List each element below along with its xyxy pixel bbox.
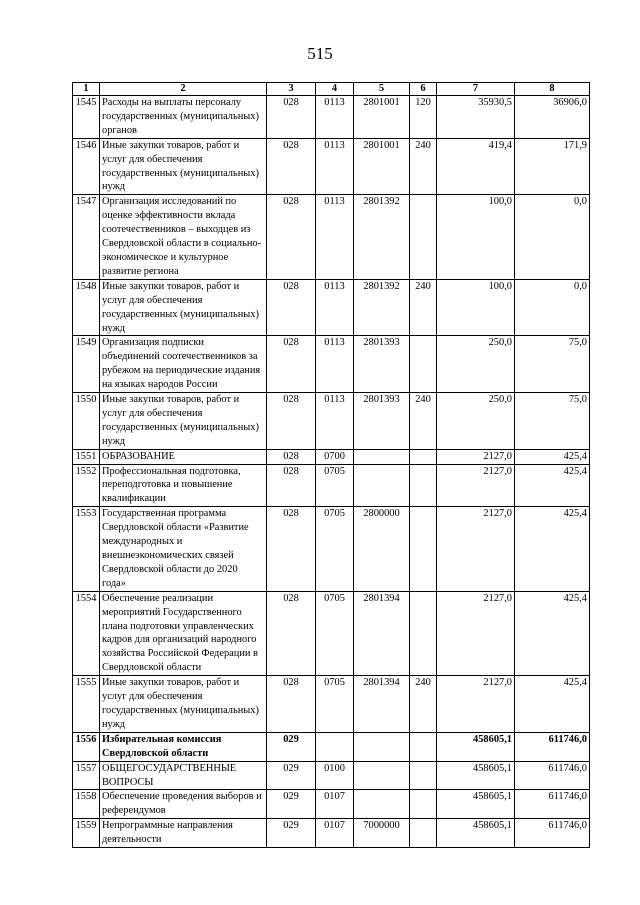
row-ved-code: 028 <box>267 138 316 195</box>
header-cell: 6 <box>410 83 437 96</box>
table-row <box>73 732 590 761</box>
row-name: Обеспечение проведения выборов и референдумов <box>100 790 267 819</box>
row-target-code: 2801393 <box>354 393 410 450</box>
row-name: Обеспечение реализации мероприятий Государственного плана подготовки управленческих кадров для организаций народного хозяйства Российской Федерации в Свердловской области <box>100 591 267 675</box>
row-name: Расходы на выплаты персоналу государственных (муниципальных) органов <box>100 96 267 139</box>
row-name: ОБЩЕГОСУДАРСТВЕННЫЕ ВОПРОСЫ <box>100 761 267 790</box>
row-expense-type: 120 <box>410 96 437 139</box>
row-target-code: 2801394 <box>354 676 410 733</box>
row-section-code: 0705 <box>316 507 354 591</box>
row-expense-type <box>410 790 437 819</box>
row-section-code <box>316 732 354 761</box>
budget-table <box>72 82 590 848</box>
header-cell: 7 <box>437 83 515 96</box>
row-amount-year1: 2127,0 <box>437 591 515 675</box>
row-section-code: 0113 <box>316 138 354 195</box>
row-amount-year1: 250,0 <box>437 393 515 450</box>
row-name: ОБРАЗОВАНИЕ <box>100 449 267 464</box>
row-amount-year2: 425,4 <box>515 507 590 591</box>
row-expense-type: 240 <box>410 676 437 733</box>
row-target-code: 2801392 <box>354 279 410 336</box>
table-body <box>73 96 590 848</box>
row-amount-year1: 458605,1 <box>437 819 515 848</box>
table-row <box>73 464 590 507</box>
row-section-code: 0113 <box>316 279 354 336</box>
row-amount-year1: 458605,1 <box>437 732 515 761</box>
table-row <box>73 195 590 279</box>
row-target-code: 2801394 <box>354 591 410 675</box>
row-ved-code: 028 <box>267 676 316 733</box>
header-cell: 3 <box>267 83 316 96</box>
row-section-code: 0113 <box>316 336 354 393</box>
row-number: 1557 <box>73 761 100 790</box>
row-ved-code: 029 <box>267 732 316 761</box>
row-amount-year1: 250,0 <box>437 336 515 393</box>
row-name: Организация исследований по оценке эффективности вклада соотечественников – выходцев из Свердловской области в социально-экономическое и культурное развитие региона <box>100 195 267 279</box>
row-amount-year2: 611746,0 <box>515 761 590 790</box>
row-amount-year2: 611746,0 <box>515 819 590 848</box>
row-number: 1558 <box>73 790 100 819</box>
row-section-code: 0705 <box>316 464 354 507</box>
row-target-code <box>354 449 410 464</box>
header-cell: 4 <box>316 83 354 96</box>
table-header-row <box>73 83 590 96</box>
row-number: 1546 <box>73 138 100 195</box>
table-row <box>73 138 590 195</box>
table-row <box>73 507 590 591</box>
row-expense-type <box>410 819 437 848</box>
row-ved-code: 028 <box>267 507 316 591</box>
row-target-code <box>354 732 410 761</box>
table-row <box>73 591 590 675</box>
row-name: Иные закупки товаров, работ и услуг для обеспечения государственных (муниципальных) нужд <box>100 279 267 336</box>
table-row <box>73 279 590 336</box>
row-amount-year1: 2127,0 <box>437 676 515 733</box>
row-target-code <box>354 761 410 790</box>
row-amount-year2: 36906,0 <box>515 96 590 139</box>
row-section-code: 0107 <box>316 819 354 848</box>
row-number: 1556 <box>73 732 100 761</box>
row-expense-type: 240 <box>410 279 437 336</box>
row-ved-code: 028 <box>267 464 316 507</box>
row-amount-year2: 425,4 <box>515 449 590 464</box>
row-section-code: 0113 <box>316 195 354 279</box>
row-ved-code: 028 <box>267 393 316 450</box>
row-name: Государственная программа Свердловской области «Развитие международных и внешнеэкономических связей Свердловской области до 2020 года» <box>100 507 267 591</box>
row-target-code <box>354 464 410 507</box>
row-number: 1554 <box>73 591 100 675</box>
row-amount-year1: 100,0 <box>437 195 515 279</box>
table-row <box>73 676 590 733</box>
row-number: 1545 <box>73 96 100 139</box>
row-ved-code: 028 <box>267 279 316 336</box>
row-section-code: 0705 <box>316 591 354 675</box>
table-row <box>73 790 590 819</box>
row-target-code: 2801001 <box>354 96 410 139</box>
table-row <box>73 819 590 848</box>
row-amount-year1: 2127,0 <box>437 464 515 507</box>
row-amount-year1: 458605,1 <box>437 790 515 819</box>
header-cell: 8 <box>515 83 590 96</box>
row-number: 1550 <box>73 393 100 450</box>
row-name: Иные закупки товаров, работ и услуг для обеспечения государственных (муниципальных) нужд <box>100 138 267 195</box>
row-ved-code: 029 <box>267 790 316 819</box>
row-target-code: 7000000 <box>354 819 410 848</box>
row-expense-type <box>410 336 437 393</box>
row-target-code <box>354 790 410 819</box>
row-number: 1552 <box>73 464 100 507</box>
row-ved-code: 029 <box>267 761 316 790</box>
row-number: 1551 <box>73 449 100 464</box>
row-amount-year1: 458605,1 <box>437 761 515 790</box>
page-number: 515 <box>307 44 333 63</box>
header-cell: 1 <box>73 83 100 96</box>
row-amount-year2: 611746,0 <box>515 732 590 761</box>
row-ved-code: 028 <box>267 591 316 675</box>
row-amount-year2: 75,0 <box>515 336 590 393</box>
table-row <box>73 96 590 139</box>
row-ved-code: 028 <box>267 195 316 279</box>
row-expense-type <box>410 195 437 279</box>
row-expense-type <box>410 761 437 790</box>
row-amount-year2: 171,9 <box>515 138 590 195</box>
row-amount-year2: 611746,0 <box>515 790 590 819</box>
table-row <box>73 449 590 464</box>
row-number: 1549 <box>73 336 100 393</box>
row-target-code: 2800000 <box>354 507 410 591</box>
row-amount-year2: 425,4 <box>515 676 590 733</box>
row-section-code: 0107 <box>316 790 354 819</box>
row-name: Иные закупки товаров, работ и услуг для обеспечения государственных (муниципальных) нужд <box>100 676 267 733</box>
row-target-code: 2801392 <box>354 195 410 279</box>
row-name: Иные закупки товаров, работ и услуг для обеспечения государственных (муниципальных) нужд <box>100 393 267 450</box>
header-cell: 2 <box>100 83 267 96</box>
row-ved-code: 028 <box>267 449 316 464</box>
row-name: Непрограммные направления деятельности <box>100 819 267 848</box>
row-expense-type: 240 <box>410 138 437 195</box>
row-target-code: 2801001 <box>354 138 410 195</box>
row-ved-code: 028 <box>267 336 316 393</box>
row-amount-year1: 2127,0 <box>437 507 515 591</box>
row-target-code: 2801393 <box>354 336 410 393</box>
row-expense-type <box>410 464 437 507</box>
row-expense-type <box>410 449 437 464</box>
row-expense-type: 240 <box>410 393 437 450</box>
row-expense-type <box>410 591 437 675</box>
row-amount-year2: 0,0 <box>515 279 590 336</box>
row-amount-year1: 2127,0 <box>437 449 515 464</box>
row-amount-year2: 0,0 <box>515 195 590 279</box>
row-section-code: 0700 <box>316 449 354 464</box>
row-name: Организация подписки объединений соотечественников за рубежом на периодические издания на языках народов России <box>100 336 267 393</box>
row-ved-code: 029 <box>267 819 316 848</box>
row-amount-year2: 75,0 <box>515 393 590 450</box>
row-number: 1553 <box>73 507 100 591</box>
row-amount-year1: 419,4 <box>437 138 515 195</box>
row-ved-code: 028 <box>267 96 316 139</box>
table-row <box>73 336 590 393</box>
row-section-code: 0113 <box>316 96 354 139</box>
row-number: 1547 <box>73 195 100 279</box>
row-section-code: 0705 <box>316 676 354 733</box>
row-name: Профессиональная подготовка, переподготовка и повышение квалификации <box>100 464 267 507</box>
row-amount-year2: 425,4 <box>515 591 590 675</box>
row-number: 1548 <box>73 279 100 336</box>
row-expense-type <box>410 507 437 591</box>
row-section-code: 0100 <box>316 761 354 790</box>
row-amount-year1: 100,0 <box>437 279 515 336</box>
row-amount-year2: 425,4 <box>515 464 590 507</box>
row-expense-type <box>410 732 437 761</box>
row-number: 1559 <box>73 819 100 848</box>
row-section-code: 0113 <box>316 393 354 450</box>
header-cell: 5 <box>354 83 410 96</box>
row-name: Избирательная комиссия Свердловской области <box>100 732 267 761</box>
table-row <box>73 761 590 790</box>
table-row <box>73 393 590 450</box>
row-number: 1555 <box>73 676 100 733</box>
row-amount-year1: 35930,5 <box>437 96 515 139</box>
